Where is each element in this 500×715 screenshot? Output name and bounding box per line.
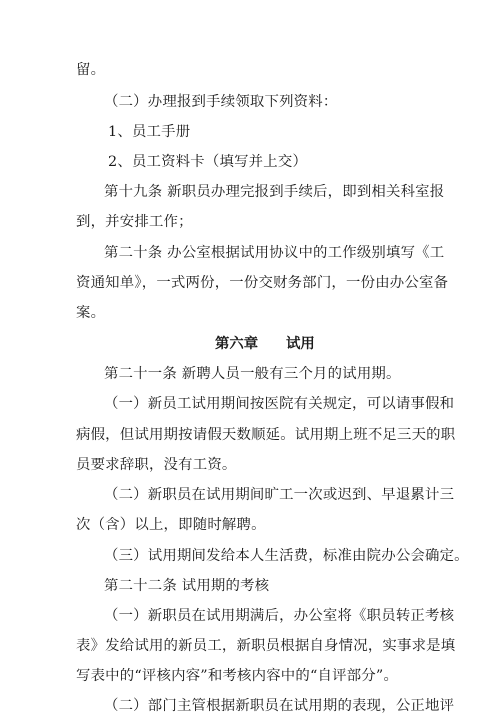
text-line: （三）试用期间发给本人生活费，标准由院办公会确定。 [104,548,469,564]
text-line: 第二十二条 试用期的考核 [104,578,270,594]
text-line: （二）办理报到手续领取下列资料： [104,94,338,110]
text-line: 第二十一条 新聘人员一般有三个月的试用期。 [104,366,401,382]
text-line: 表》发给试用的新员工，新职员根据自身情况，实事求是填 [76,638,456,654]
text-line: 员要求辞职，没有工资。 [76,457,237,473]
text-line: 病假，但试用期按请假天数顺延。试用期上班不足三天的职 [76,427,456,443]
text-line: （二）部门主管根据新职员在试用期的表现，公正地评 [104,698,455,714]
text-line: （一）新员工试用期间按医院有关规定，可以请事假和 [104,396,455,412]
text-line: （一）新职员在试用期满后，办公室将《职员转正考核 [104,608,455,624]
text-line: 资通知单》，一式两份，一份交财务部门，一份由办公室备 [76,275,449,291]
text-line: 次（含）以上，即随时解聘。 [76,517,266,533]
text-line: 到，并安排工作； [76,214,193,230]
chapter-heading-title: 试用 [286,336,315,352]
text-line: 留。 [76,62,106,78]
text-line: 1、员工手册 [108,124,191,140]
text-line: 第十九条 新职员办理完报到手续后，即到相关科室报 [104,184,445,200]
chapter-heading-number: 第六章 [215,336,259,352]
text-line: （二）新职员在试用期间旷工一次或迟到、早退累计三 [104,487,455,503]
text-line: 2、员工资料卡（填写并上交） [108,154,308,170]
text-line: 案。 [76,305,106,321]
text-line: 第二十条 办公室根据试用协议中的工作级别填写《工 [104,245,445,261]
text-line: 写表中的“评核内容”和考核内容中的“自评部分”。 [76,668,399,684]
